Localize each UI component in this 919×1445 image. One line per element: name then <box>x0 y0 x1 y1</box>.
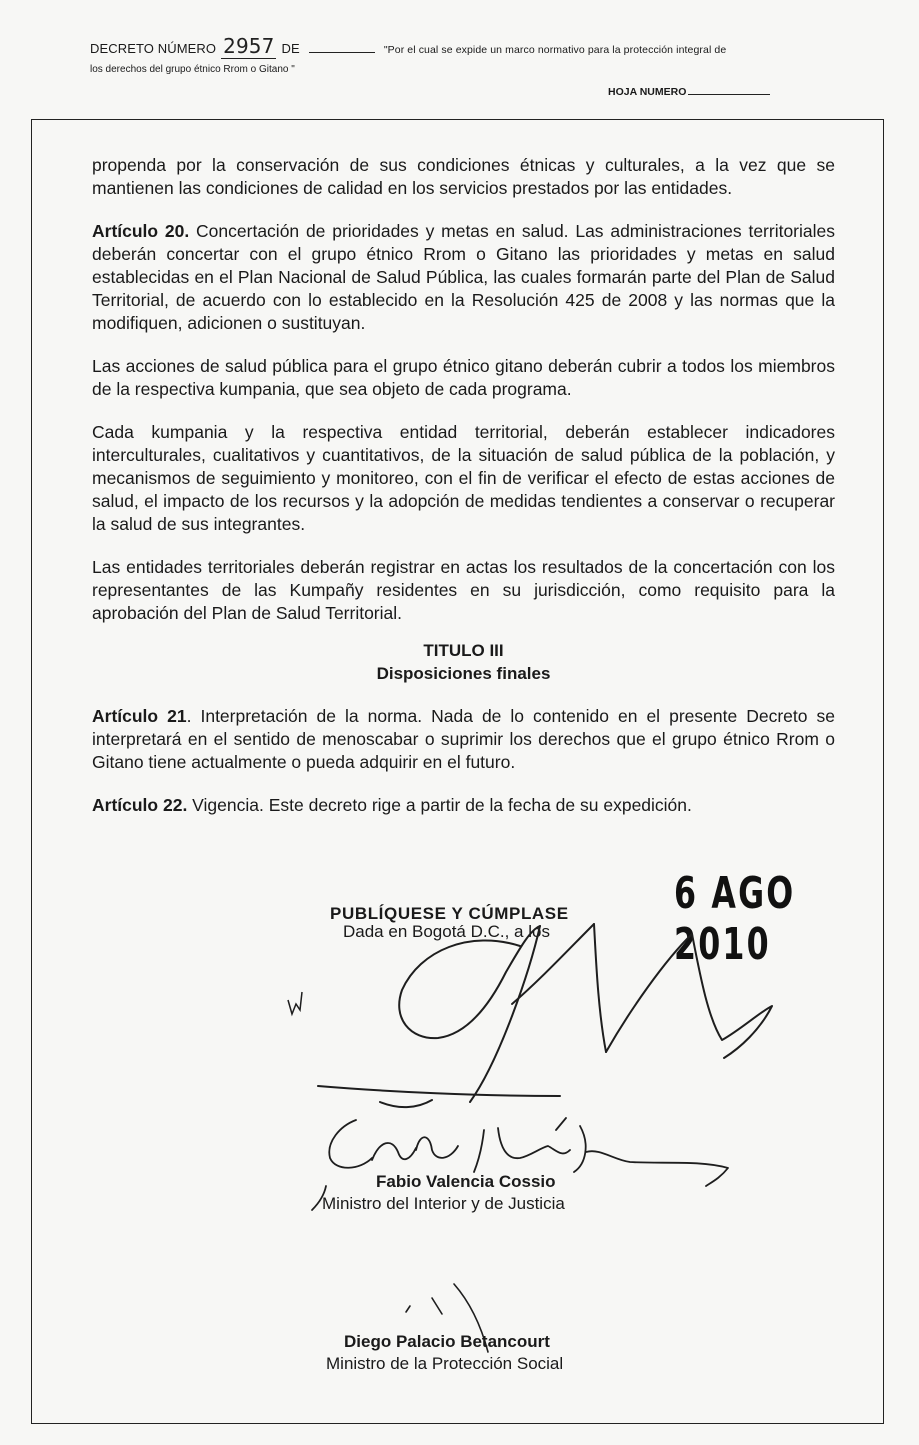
de-label: DE <box>281 41 300 56</box>
signer-1-name: Fabio Valencia Cossio <box>376 1172 556 1191</box>
signer-1-title: Ministro del Interior y de Justicia <box>322 1194 565 1213</box>
decree-header <box>90 34 890 59</box>
acciones-paragraph: Las acciones de salud pública para el grupo étnico gitano deberán cubrir a todos los miembros de la respectiva kumpania, que sea objeto de cada programa. <box>92 356 835 399</box>
decree-number: 2957 <box>223 34 275 58</box>
decree-number-label: DECRETO NÚMERO <box>90 41 217 56</box>
signer-2-title: Ministro de la Protección Social <box>326 1354 564 1373</box>
decree-title-part2: los derechos del grupo étnico Rrom o Gitano " <box>90 64 295 75</box>
article-22 <box>92 794 835 817</box>
sheet-number <box>608 86 770 98</box>
title-heading: TITULO III <box>423 641 504 660</box>
entidades-paragraph: Las entidades territoriales deberán registrar en actas los resultados de la concertación con los representantes de las Kumpañy residentes en su jurisdicción, como requisito para la aprobación del Plan de Salud Territorial. <box>92 557 835 623</box>
decree-body <box>92 154 835 837</box>
decree-title-part1: "Por el cual se expide un marco normativo para la protección integral de <box>383 44 727 56</box>
article-21 <box>92 705 835 774</box>
intro-paragraph: propenda por la conservación de sus condiciones étnicas y culturales, a la vez que se mantienen las condiciones de calidad en los servicios prestados por las entidades. <box>92 155 835 198</box>
article-21-text: . Interpretación de la norma. Nada de lo contenido en el presente Decreto se interpretará en el sentido de menoscabar o suprimir los derechos que el grupo étnico Rrom o Gitano tiene actualmente o pueda adquirir en el futuro. <box>92 706 835 772</box>
kumpania-paragraph: Cada kumpania y la respectiva entidad territorial, deberán establecer indicadores interculturales, cualitativos y cuantitativos, de la situación de salud pública de la población, y mecanismos de seguimiento y monitoreo, con el fin de verificar el efecto de estas acciones de salud, el impacto de los recursos y la adopción de medidas tendientes a conservar o recuperar la salud de sus integrantes. <box>92 422 835 534</box>
sheet-number-label: HOJA NUMERO <box>608 86 687 98</box>
article-22-label: Artículo 22. <box>92 795 188 815</box>
publiquese-heading: PUBLÍQUESE Y CÚMPLASE <box>330 904 569 923</box>
title-subheading: Disposiciones finales <box>376 664 551 683</box>
article-20-label: Artículo 20. <box>92 221 190 241</box>
dada-en-line: Dada en Bogotá D.C., a los <box>343 922 550 941</box>
article-21-label: Artículo 21 <box>92 706 187 726</box>
signer-2-name: Diego Palacio Betancourt <box>344 1332 550 1351</box>
title-section <box>92 639 835 685</box>
article-20-text: Concertación de prioridades y metas en salud. Las administraciones territoriales deberán concertar con el grupo étnico Rrom o Gitano las prioridades y metas en salud establecidas en el Plan Nacional de Salud Pública, las cuales formarán parte del Plan de Salud Territorial, de acuerdo con lo establecido en la Resolución 425 de 2008 y las normas que la modifiquen, adicionen o sustituyan. <box>92 221 836 333</box>
date-stamp: 6 AGO 2010 <box>674 868 796 970</box>
article-20 <box>92 220 835 335</box>
date-blank <box>309 52 375 53</box>
article-22-text: Vigencia. Este decreto rige a partir de la fecha de su expedición. <box>187 795 692 815</box>
sheet-number-blank <box>688 94 770 95</box>
